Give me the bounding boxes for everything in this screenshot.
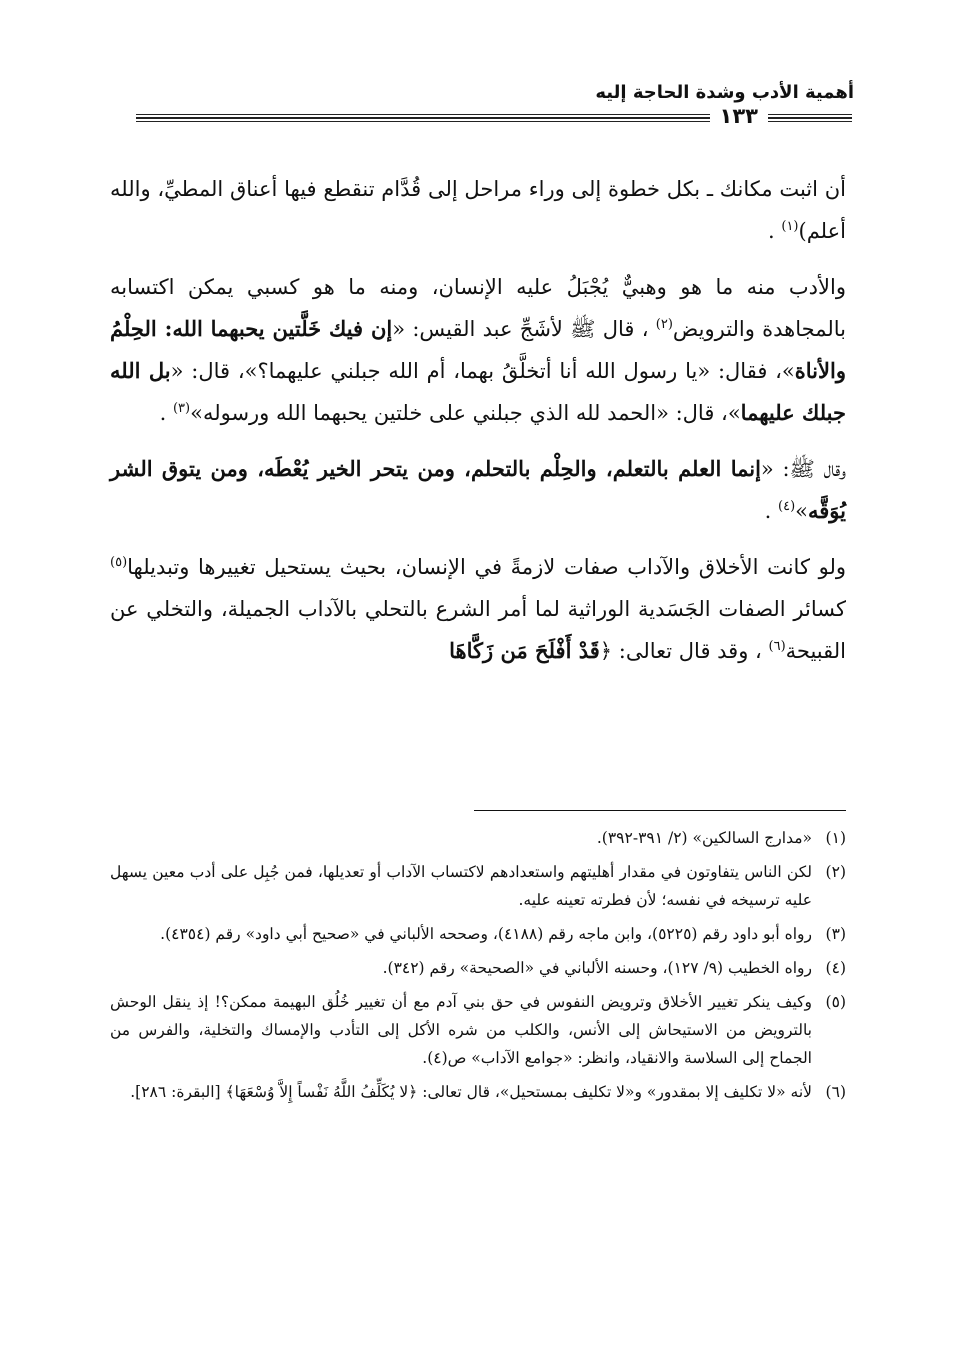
hadith-quote: إن فيك خَلَّتين يحبهما الله: الحِلْمُ والأناة [110, 316, 846, 383]
footnote-item [110, 920, 846, 948]
footnote-ref: (٣) [172, 401, 191, 416]
page-number: ١٣٣ [710, 104, 768, 128]
paragraph-text: » [795, 499, 808, 523]
paragraph-end: . [159, 401, 173, 425]
footnote-ref: (١) [781, 219, 799, 234]
paragraph-text: »، قال: «الحمد لله الذي جبلني على خلتين يحبهما الله ورسوله» [190, 401, 741, 425]
footnote-number: (٤) [825, 959, 846, 977]
footnote-ref: (٢) [655, 317, 673, 332]
footnote-ref: (٦) [768, 639, 786, 654]
paragraph-1 [110, 168, 846, 252]
footnote-text: رواه أبو داود رقم (٥٢٢٥)، وابن ماجه رقم (٤١٨٨)، وصححه الألباني في «صحيح أبي داود» رقم (٤٣٥٤). [160, 925, 812, 943]
footnote-number: (٣) [825, 925, 846, 943]
paragraph-end: . [764, 499, 778, 523]
paragraph-text: ، وقد قال تعالى: ﴿ [599, 639, 769, 663]
paragraph-text: والأدب منه ما هو وهبيٌّ يُجْبَلُ عليه الإنسان، ومنه ما هو كسبي يمكن اكتسابه بالمجاهدة والترويض [110, 275, 846, 341]
footnote-text: لكن الناس يتفاوتون في مقدار أهليتهم واستعدادهم لاكتساب الآداب أو تعديلها، فمن جُبِل على أدب معين يسهل عليه ترسيخه في نفسه؛ لأن فطرته تعينه عليه. [110, 863, 812, 909]
footnote-number: (١) [825, 829, 846, 847]
footnote-item [110, 1078, 846, 1106]
header-rule [136, 104, 852, 130]
paragraph-4 [110, 546, 846, 672]
running-header-title: أهمية الأدب وشدة الحاجة إليه [595, 82, 854, 103]
footnotes [110, 824, 846, 1112]
footnote-item [110, 858, 846, 914]
paragraph-text: »، فقال: «يا رسول الله أنا أتخلَّقُ بهما، أم الله جبلني عليهما؟»، قال: « [170, 359, 795, 383]
footnote-text: لأنه «لا تكليف إلا بمقدور» و«لا تكليف بمستحيل»، قال تعالى: ﴿لا يُكَلِّفُ اللَّهُ نَفْساً إِلاَّ وُسْعَهَا﴾ [البقرة: ٢٨٦]. [130, 1083, 812, 1101]
footnote-separator [474, 810, 846, 811]
main-text [110, 168, 846, 686]
footnote-item [110, 988, 846, 1072]
paragraph-text: وقال ﷺ: « [760, 457, 847, 481]
footnote-item [110, 824, 846, 852]
paragraph-text: ولو كانت الأخلاق والآداب صفات لازمةً في الإنسان، بحيث يستحيل تغييرها وتبديلها [127, 555, 846, 579]
paragraph-text: أن اثبت مكانك ـ بكل خطوة إلى وراء مراحل إلى قُدَّام تنقطع فيها أعناق المطيِّ، والله أعلم) [110, 177, 846, 243]
paragraph-3 [110, 448, 846, 532]
footnote-number: (٦) [825, 1083, 846, 1101]
paragraph-text: كسائر الصفات الجَسَدية الوراثية لما أمر الشرع بالتحلي بالآداب الجميلة، والتخلي عن القبيحة [110, 597, 846, 663]
footnote-text: «مدارج السالكين» (٢/ ٣٩١-٣٩٢). [596, 829, 812, 847]
footnote-text: وكيف ينكر تغيير الأخلاق وترويض النفوس في حق بني آدم مع أن تغيير خُلُق البهيمة ممكن؟! إذ ينقل الوحش بالترويض من الاستيحاش إلى الأنس، والكلب من شره الأكل إلى التأدب والإمساك والتخلية، والفرس من الجماح إلى السلاسة والانقياد، وانظر: «جوامع الآداب» ص(٤). [110, 993, 812, 1067]
quran-quote: قَدْ أَفْلَحَ مَن زَكَّاهَا [449, 638, 600, 663]
footnote-ref: (٥) [110, 555, 128, 570]
paragraph-end: . [768, 219, 782, 243]
footnote-text: رواه الخطيب (٩/ ١٢٧)، وحسنه الألباني في «الصحيحة» رقم (٣٤٢). [382, 959, 812, 977]
hadith-quote: بل الله جبلك عليهما [110, 358, 846, 425]
hadith-quote: إنما العلم بالتعلم، والحِلْم بالتحلم، ومن يتحر الخير يُعْطَه، ومن يتوق الشر يُوَقَّه [110, 456, 846, 523]
footnote-ref: (٤) [778, 499, 796, 514]
footnote-number: (٥) [825, 993, 846, 1011]
paragraph-text: ، قال ﷺ لأشَجِّ عبد القيس: « [392, 317, 656, 341]
footnote-number: (٢) [825, 863, 846, 881]
paragraph-2 [110, 266, 846, 434]
footnote-item [110, 954, 846, 982]
